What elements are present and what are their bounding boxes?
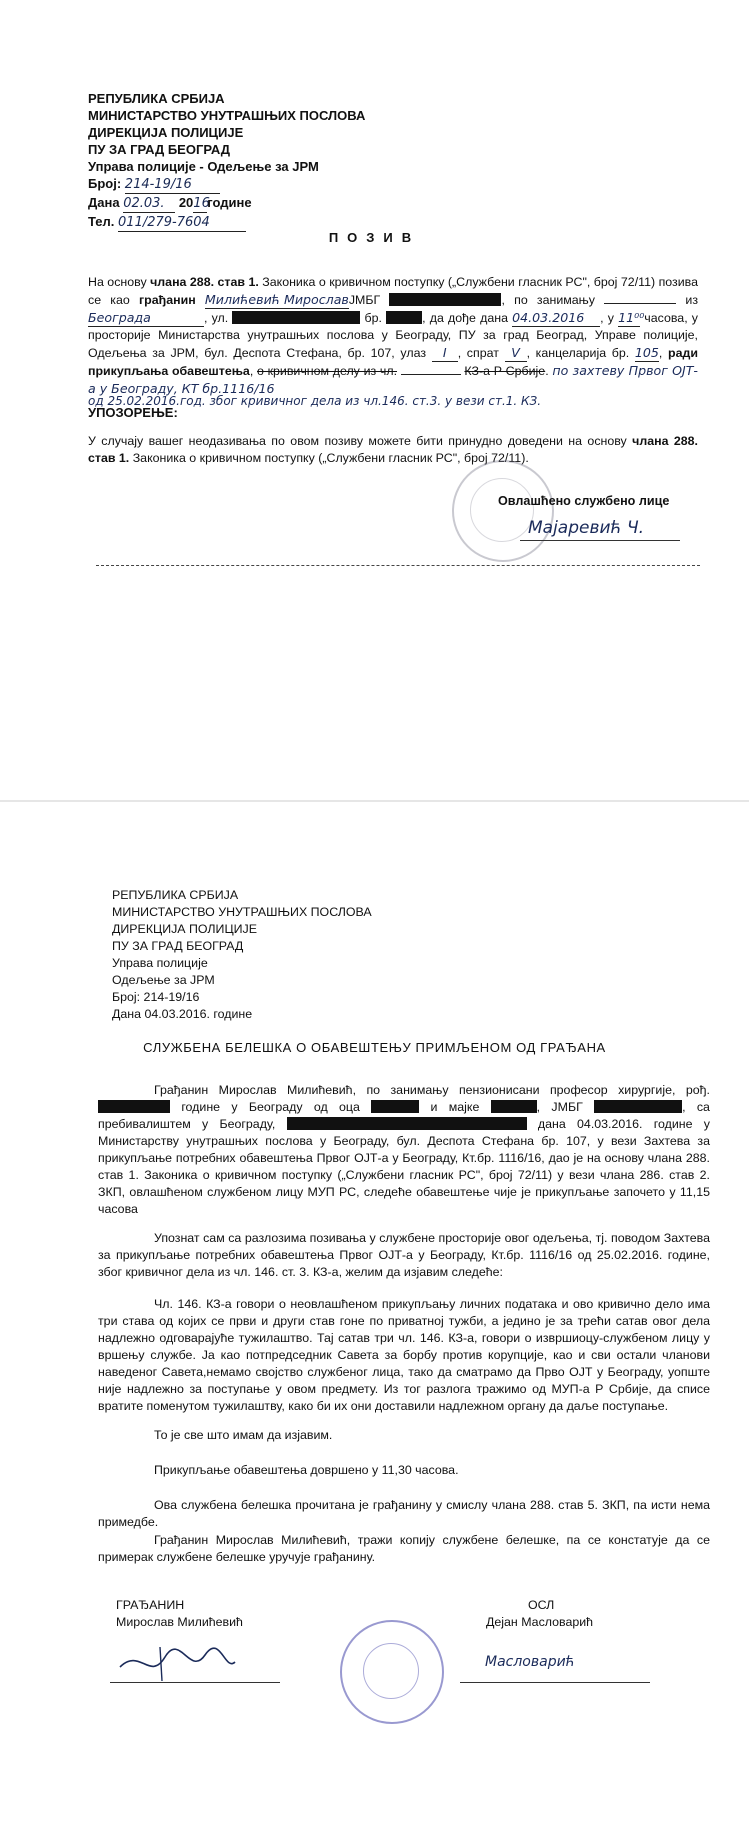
handwritten-reason-line2: од 25.02.2016.год. због кривичног дела из чл.146. ст.3. у вези ст.1. КЗ. xyxy=(88,394,542,408)
header-line: Дана 04.03.2016. године xyxy=(112,1007,253,1021)
redacted-block xyxy=(386,311,422,324)
year-suffix: године xyxy=(207,195,252,210)
official-stamp-inner xyxy=(363,1643,419,1699)
para-text: , ул. xyxy=(204,311,229,325)
handwritten-name: Милићевић Мирослав xyxy=(204,292,349,307)
para-text: часова, у просторије Министарства унутрашњих послова у Београду, ПУ за град Београд, Управе полиције, Одељења за ЈРМ, бул. Деспота Стефана, бр. 107, улаз xyxy=(88,311,699,360)
citizen-signature-scribble xyxy=(110,1637,240,1687)
header-line: МИНИСТАРСТВО УНУТРАШЊИХ ПОСЛОВА xyxy=(112,905,372,919)
para-text: , xyxy=(249,364,257,378)
tel-label: Тел. xyxy=(88,214,115,229)
tel-handwritten: 011/279-7604 xyxy=(118,214,246,232)
handwritten-hour: 11⁰⁰ xyxy=(618,310,645,325)
handwritten-city: Београда xyxy=(88,309,204,327)
para-text: бр. xyxy=(364,311,382,325)
note-paragraph-2: Упознат сам са разлозима позивања у службене просторије овог одељења, тј. поводом Захтева за прикупљање потребних обавештења Првог ОЈТ-а у Београду, Кт.бр. 1116/16 од 25.02.2016. године, због кривичног дела из чл. 146. ст. 3. КЗ-а, желим да изјавим следеће: xyxy=(98,1231,710,1279)
para-text: и мајке xyxy=(430,1100,480,1114)
dana-handwritten: 02.03. xyxy=(123,195,175,213)
para-text: На основу xyxy=(88,275,151,289)
para-text: из xyxy=(685,293,699,307)
para-text: , спрат xyxy=(457,346,499,360)
header-line: ПУ ЗА ГРАД БЕОГРАД xyxy=(112,939,244,953)
para-text: године у Београду од оца xyxy=(181,1100,360,1114)
redacted-block xyxy=(98,1100,170,1113)
para-text: , у xyxy=(600,311,614,325)
header-line: Управа полиције - Одељење за ЈРМ xyxy=(88,159,319,174)
para-text: дана 04.03.2016. године у Министарству унутрашњих послова у Београду, бул. Деспота Стефана бр. 107, у вези Захтева за прикупљање потребних обавештења Првог ОЈТ-а у Београду, Кт.бр. 1116/16, дао је на основу члана 288. став 1. Законика о кривичном поступку („Службени гласник РС", број 72/11) у вези члана 286. став 2. ЗКП, овлашћеном службеном лицу МУП РС, следеће обавештење чије је прикупљање започето у 11,15 часова xyxy=(98,1117,710,1216)
note-paragraph-3: Чл. 146. КЗ-а говори о неовлашћеном прикупљању личних података и ово кривично дело има три става од којих се први и други став гоне по приватној тужби, а једино је за трећи сатав овог дела надлежно одговарајуће тужилаштво. Тај сатав три чл. 146. КЗ-а, говори о извршиоцу-службеном лицу у вршењу службе. Ја као потпредседник Савета за борбу против корупције, као и сви остали чланови наведеног Савета,немамо својство службеног лица, тако да сматрамо да Прво ОЈТ у Београду, уопште није надлежно за поступање у овом предмету. Из тог разлога тражимо од МУП-а Р Србије, да списе вратите поменутом тужилаштву, како би их они доставили надлежном органу да даље поступање. xyxy=(98,1297,710,1413)
handwritten-reason: по захтеву Првог ОЈТ-а у Београду, КТ бр.1116/16 xyxy=(88,363,698,396)
para-text: , по занимању xyxy=(501,293,595,307)
blank-line xyxy=(401,374,461,375)
cut-line xyxy=(96,565,700,566)
header-line: МИНИСТАРСТВО УНУТРАШЊИХ ПОСЛОВА xyxy=(88,108,366,123)
header-line: ДИРЕКЦИЈА ПОЛИЦИЈЕ xyxy=(88,125,244,140)
warning-paragraph xyxy=(88,433,698,467)
redacted-block xyxy=(491,1100,537,1113)
document-title: ПОЗИВ xyxy=(328,230,421,245)
note-paragraph-6: Ова службена белешка прочитана је грађанину у смислу члана 288. став 5. ЗКП, па исти нема примедбе. xyxy=(98,1498,710,1529)
redacted-block xyxy=(594,1100,682,1113)
handwritten-entrance: I xyxy=(432,344,458,362)
page2-header xyxy=(112,887,372,1023)
broj-handwritten: 214-19/16 xyxy=(125,176,220,194)
para-text: Грађанин Мирослав Милићевић, по занимању пензионисани професор хирургије, рођ. xyxy=(154,1083,710,1097)
header-line: Одељење за ЈРМ xyxy=(112,973,215,987)
dana-label: Дана xyxy=(88,195,120,210)
redacted-block xyxy=(389,293,501,306)
note-paragraph-5: Прикупљање обавештења довршено у 11,30 часова. xyxy=(154,1463,459,1477)
summons-paragraph xyxy=(88,274,698,398)
para-text: , ЈМБГ xyxy=(536,1100,583,1114)
note-title: СЛУЖБЕНА БЕЛЕШКА О ОБАВЕШТЕЊУ ПРИМЉЕНОМ ОД ГРАЂАНА xyxy=(143,1040,606,1055)
official-label: Овлашћено службено лице xyxy=(498,494,670,508)
broj-label: Број: xyxy=(88,176,122,191)
officer-signature-line xyxy=(460,1682,650,1683)
signature-officer-label: ОСЛ xyxy=(528,1598,555,1612)
blank-line xyxy=(604,303,676,304)
header-line: РЕПУБЛИКА СРБИЈА xyxy=(88,91,225,106)
warning-bold: члана 288. став 1. xyxy=(88,434,699,465)
warning-text: У случају вашег неодазивања по овом позиву можете бити принудно доведени на основу xyxy=(88,434,633,448)
redacted-block xyxy=(371,1100,419,1113)
official-signature: Мајаревић Ч. xyxy=(528,518,645,538)
summons-page xyxy=(0,0,749,800)
para-text: Законика о кривичном поступку („Службени гласник РС", број 72/11) позива се као xyxy=(88,275,698,307)
handwritten-floor: V xyxy=(505,344,527,362)
signature-officer-name: Дејан Масловарић xyxy=(486,1615,594,1629)
para-text: ЈМБГ xyxy=(348,293,381,307)
page1-header xyxy=(88,90,365,232)
warning-label xyxy=(88,404,178,421)
para-bold: грађанин xyxy=(139,293,196,307)
redacted-block xyxy=(232,311,360,324)
para-bold: члана 288. став 1. xyxy=(150,275,259,289)
header-line: ПУ ЗА ГРАД БЕОГРАД xyxy=(88,142,230,157)
header-line: Управа полиције xyxy=(112,956,208,970)
para-text: . xyxy=(545,364,549,378)
note-paragraph-7: Грађанин Мирослав Милићевић, тражи копију службене белешке, па се констатује да се примерак службене белешке уручује грађанину. xyxy=(98,1533,710,1564)
year-prefix: 20 xyxy=(178,195,194,210)
citizen-signature-line xyxy=(110,1682,280,1683)
para-text: , са пребивалиштем у Београду, xyxy=(98,1100,710,1131)
handwritten-date: 04.03.2016 xyxy=(512,309,600,327)
handwritten-office: 105 xyxy=(634,345,659,360)
signature-citizen-label: ГРАЂАНИН xyxy=(116,1598,185,1612)
official-stamp-inner xyxy=(470,478,534,542)
year-handwritten: 16 xyxy=(193,196,210,211)
header-line: Број: 214-19/16 xyxy=(112,990,200,1004)
para-text: , xyxy=(658,346,669,360)
para-text: , да дође дана xyxy=(422,311,508,325)
signature-line xyxy=(520,540,680,541)
note-paragraph-4: То је све што имам да изјавим. xyxy=(154,1428,333,1442)
para-text: , канцеларија бр. xyxy=(526,346,630,360)
struck-text: КЗ-а Р Србије xyxy=(464,364,546,378)
officer-signature: Масловарић xyxy=(485,1654,575,1670)
redacted-block xyxy=(287,1117,527,1130)
header-line: РЕПУБЛИКА СРБИЈА xyxy=(112,888,239,902)
note-page xyxy=(0,802,749,1837)
para-bold: ради прикупљања обавештења xyxy=(88,346,698,378)
struck-text: о кривичном делу из чл. xyxy=(257,364,398,378)
warning-text: Законика о кривичном поступку („Службени гласник РС", број 72/11). xyxy=(129,451,529,465)
header-line: ДИРЕКЦИЈА ПОЛИЦИЈЕ xyxy=(112,922,257,936)
warning-label-text: УПОЗОРЕЊЕ: xyxy=(88,405,178,420)
note-paragraph-1 xyxy=(98,1082,710,1218)
signature-citizen-name: Мирослав Милићевић xyxy=(116,1615,243,1629)
